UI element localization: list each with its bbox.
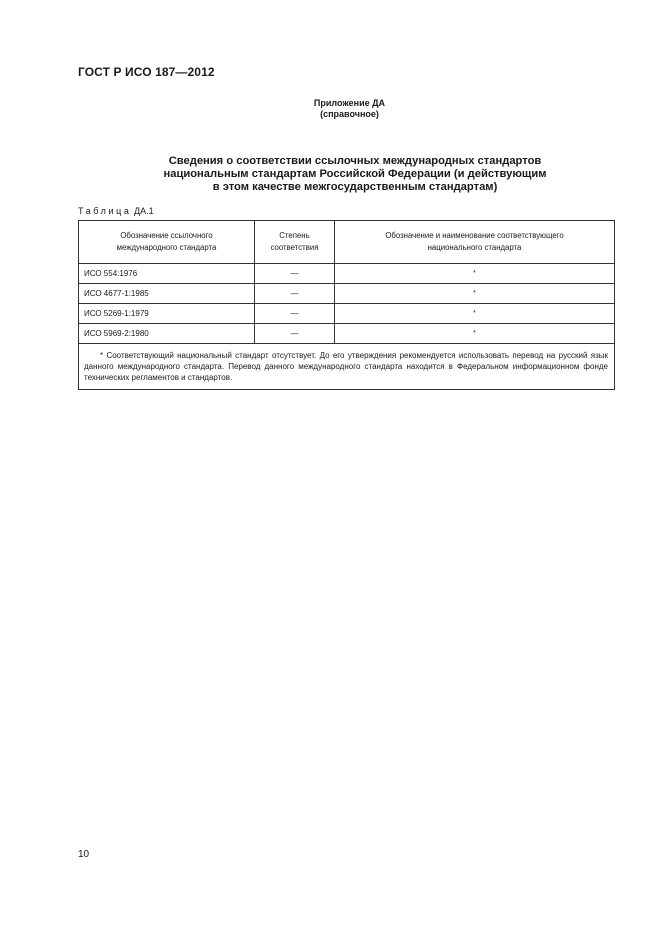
cell-national: * — [335, 324, 615, 344]
correspondence-table — [78, 220, 615, 390]
correspondence-table-container — [78, 220, 614, 390]
table-caption-id: ДА.1 — [134, 206, 154, 216]
appendix-title: Приложение ДА — [313, 98, 386, 108]
table-row — [79, 324, 615, 344]
table-caption-word: Таблица — [78, 206, 132, 216]
column-header-international-standard: Обозначение ссылочного международного стандарта — [79, 221, 255, 264]
footnote-text: * Соответствующий национальный стандарт отсутствует. До его утверждения рекомендуется использовать перевод на русский язык данного международного стандарта. Перевод данного международного стандарта находится в Федеральном информационном фонде технических регламентов и стандартов. — [84, 351, 608, 382]
cell-national: * — [335, 284, 615, 304]
table-row — [79, 264, 615, 284]
cell-degree: — — [255, 324, 335, 344]
table-footnote — [79, 344, 615, 390]
cell-standard: ИСО 5269-1:1979 — [79, 304, 255, 324]
cell-degree: — — [255, 284, 335, 304]
appendix-type: (справочное) — [320, 109, 379, 119]
table-header-row — [79, 221, 615, 264]
cell-standard: ИСО 5969-2:1980 — [79, 324, 255, 344]
cell-national: * — [335, 264, 615, 284]
column-header-degree: Степень соответствия — [255, 221, 335, 264]
table-row — [79, 304, 615, 324]
section-title-line-3: в этом качестве межгосударственным стандартам) — [212, 181, 498, 193]
appendix-heading — [0, 98, 661, 120]
table-row — [79, 284, 615, 304]
table-footnote-row — [79, 344, 615, 390]
cell-national: * — [335, 304, 615, 324]
cell-degree: — — [255, 304, 335, 324]
page-number: 10 — [78, 849, 90, 860]
column-header-national-standard: Обозначение и наименование соответствующего национального стандарта — [335, 221, 615, 264]
cell-standard: ИСО 4677-1:1985 — [79, 284, 255, 304]
cell-degree: — — [255, 264, 335, 284]
table-caption — [78, 206, 154, 216]
document-code: ГОСТ Р ИСО 187—2012 — [78, 65, 215, 79]
section-title-line-2: национальным стандартам Российской Федерации (и действующим — [163, 168, 547, 180]
cell-standard: ИСО 554:1976 — [79, 264, 255, 284]
section-title-line-1: Сведения о соответствии ссылочных международных стандартов — [168, 155, 542, 167]
section-title — [120, 155, 590, 194]
